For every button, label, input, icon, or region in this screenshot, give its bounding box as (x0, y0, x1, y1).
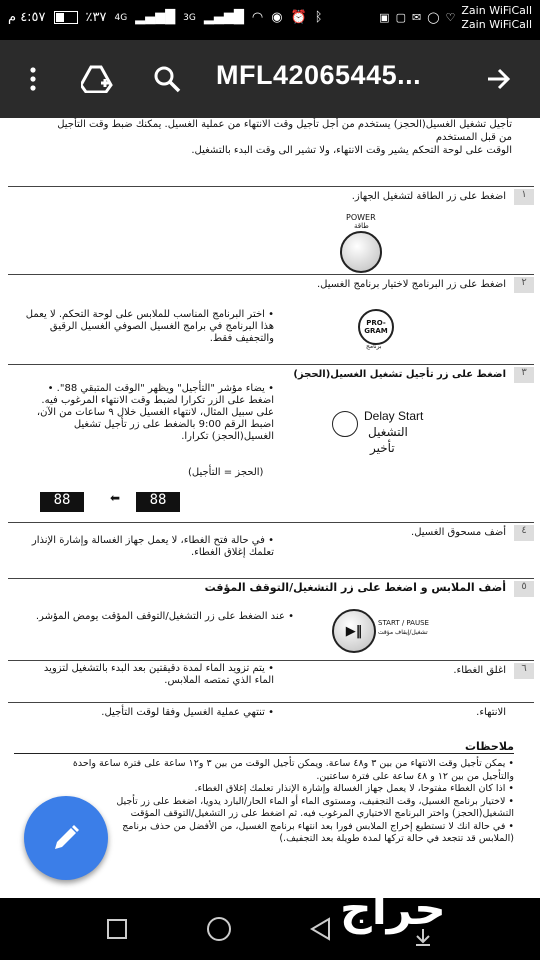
power-button-icon (340, 231, 382, 273)
step-bullet: • يضاء مؤشر "التأجيل" ويظهر "الوقت المتبقي 88". • اضغط على الزر تكرارا لضبط وقت الانتهاء المرغوب فيه. على سبيل المثال، لانتهاء الغسيل خلال ٩ ساعات من الآن، اضبط الرقم 9:00 بالضغط على زر تأجيل تشغيل الغسيل(الحجز) تكرارا. (36, 383, 274, 442)
step-row-5 (8, 578, 534, 661)
signal-icon: ▂▄▆█ (135, 10, 176, 25)
program-button-sub: برنامج (366, 343, 382, 350)
note-line: والتأجيل من بين ١٢ و ٤٨ ساعة على فترة ساعتين. (316, 770, 514, 782)
status-time: ٤:٥٧ م (8, 10, 46, 25)
step-text: الانتهاء. (476, 707, 506, 718)
note-line: • لاختيار برنامج الغسيل، وقت التجفيف، ومستوى الماء أو الماء الحار/البارد يدويا، اضغط على زر تأجيل (116, 795, 514, 807)
add-to-drive-icon[interactable] (80, 64, 114, 94)
mail-notification-icon: ✉ (411, 11, 422, 24)
forward-arrow-icon[interactable] (484, 64, 514, 94)
delay-start-label: Delay Start (364, 409, 424, 423)
pencil-icon (51, 823, 81, 853)
pdf-viewer-toolbar (0, 40, 540, 118)
intro-line-3: الوقت على لوحة التحكم يشير وقت الانتهاء، ولا تشير الى وقت البدء بالتشغيل. (191, 145, 512, 156)
heart-icon: ♡ (445, 11, 456, 24)
step-bullet: • في حالة فتح الغطاء، لا يعمل جهاز الغسالة وإشارة الإنذار تعلمك إغلاق الغطاء. (31, 535, 274, 558)
app-notification-icon: ▢ (395, 11, 406, 24)
step-row-2 (8, 274, 534, 365)
step-number: ٣ (514, 367, 534, 383)
intro-line-1: تأجيل تشغيل الغسيل(الحجز) يستخدم من أجل تأجيل وقت الانتهاء من عملية الغسيل. يمكنك ضبط وقت التأجيل (57, 119, 512, 130)
overflow-menu-icon[interactable] (18, 64, 48, 94)
note-line: • يمكن تأجيل وقت الانتهاء من بين ٣ و٤٨ ساعة. ويمكن تأجيل الوقت من بين ٣ و١٢ ساعة على فترة ساعة واحدة (72, 758, 514, 769)
network-3g-label: 3G (183, 12, 196, 23)
start-pause-label: START / PAUSE (378, 619, 429, 627)
carrier-2-label: Zain WiFiCall (461, 18, 532, 31)
signal-icon-2: ▂▄▆█ (203, 10, 244, 25)
reservation-note: (الحجز = التأجيل) (188, 467, 264, 478)
pdf-document-page[interactable] (0, 118, 540, 898)
step-row-end (8, 702, 534, 739)
step-number: ٤ (514, 525, 534, 541)
alarm-icon: ⏰ (290, 10, 307, 25)
step-text: أضف الملابس و اضغط على زر التشغيل/التوقف المؤقت (204, 581, 506, 594)
document-intro (12, 118, 512, 157)
step-row-4 (8, 522, 534, 579)
step-text: اضغط على زر الطاقة لتشغيل الجهاز. (351, 191, 506, 202)
step-bullet: • عند الضغط على زر التشغيل/التوقف المؤقت يومض المؤشر. (35, 611, 294, 622)
step-text: اغلق الغطاء. (453, 665, 506, 676)
delay-start-button-icon (332, 411, 358, 437)
document-title: MFL42065445... (216, 60, 422, 90)
battery-icon (54, 11, 78, 24)
segment-display: 88 (40, 492, 84, 512)
note-line: • في حالة انك لا تستطيع إخراج الملابس فورا بعد انتهاء برنامج الغسيل، من الأفضل من حذف برنامج (122, 820, 514, 832)
arrow-left-icon: ⬅ (110, 491, 121, 505)
step-row-3 (8, 364, 534, 523)
step-text: اضغط على زر البرنامج لاختيار برنامج الغسيل. (316, 279, 506, 290)
image-notification-icon: ▣ (379, 11, 390, 24)
status-bar (0, 0, 540, 40)
step-text: اضغط على زر تأجيل تشغيل الغسيل(الحجز) (293, 369, 506, 380)
edit-fab-button[interactable] (24, 796, 108, 880)
step-number: ٢ (514, 277, 534, 293)
android-nav-bar (0, 898, 540, 960)
back-button-icon[interactable] (308, 916, 334, 942)
step-row-6 (8, 660, 534, 703)
segment-display: 88 (136, 492, 180, 512)
status-icons-left (8, 10, 323, 25)
program-button-label: PRO- GRAM (364, 319, 388, 335)
step-bullet: • يتم تزويد الماء لمدة دقيقتين بعد البدء بالتشغيل لتزويد الماء الذي تمتصه الملابس. (43, 663, 274, 686)
notes-heading: ملاحظات (14, 740, 514, 754)
step-bullet: • اختر البرنامج المناسب للملابس على لوحة التحكم. لا يعمل هذا البرنامج في برامج الغسيل الصوفي الغسيل الرقيق والتجفيف فقط. (25, 309, 274, 344)
step-number: ١ (514, 189, 534, 205)
delay-start-ar-2: تأخير (370, 441, 395, 455)
haraj-watermark: حراج (340, 884, 446, 935)
battery-percent: ٪٣٧ (85, 10, 107, 25)
status-icons-right (379, 4, 532, 32)
whatsapp-icon: ◯ (427, 11, 440, 24)
wifi-icon: ◠ (251, 10, 264, 25)
search-icon[interactable] (152, 64, 182, 94)
display-panel-right (136, 489, 180, 512)
step-text: أضف مسحوق الغسيل. (411, 527, 506, 538)
home-button-icon[interactable] (206, 916, 232, 942)
bluetooth-icon: ᛒ (314, 10, 323, 25)
eye-icon: ◉ (271, 10, 283, 25)
start-pause-button-icon: ▶‖ (332, 609, 376, 653)
step-number: ٦ (514, 663, 534, 679)
note-line: التشغيل(الحجز) واختر البرنامج الاختياري المرغوب فيه. ثم اضغط على زر التشغيل/التوقف المؤقت (130, 808, 514, 819)
note-line: (الملابس قد تتجعد في حالة تركها لمدة طويلة بعد التجفيف.) (279, 833, 514, 844)
display-panel-left (40, 489, 84, 512)
power-button-sub: طاقة (354, 222, 369, 230)
carrier-1-label: Zain WiFiCall (461, 4, 532, 17)
step-number: ٥ (514, 581, 534, 597)
program-button-icon (358, 309, 394, 345)
step-bullet: • تنتهي عملية الغسيل وفقا لوقت التأجيل. (101, 707, 274, 718)
note-line: • اذا كان الغطاء مفتوحا، لا يعمل جهاز الغسالة وإشارة الإنذار تعلمك إغلاق الغطاء. (194, 783, 514, 794)
power-button-label: POWER (346, 213, 376, 222)
recents-button-icon[interactable] (104, 916, 130, 942)
intro-line-2: من قبل المستخدم (435, 132, 512, 143)
start-pause-sub: تشغيل/إيقاف مؤقت (378, 629, 428, 636)
delay-start-ar-1: التشغيل (368, 425, 408, 439)
network-4g-label: 4G (114, 12, 128, 23)
step-row-1 (8, 186, 534, 275)
